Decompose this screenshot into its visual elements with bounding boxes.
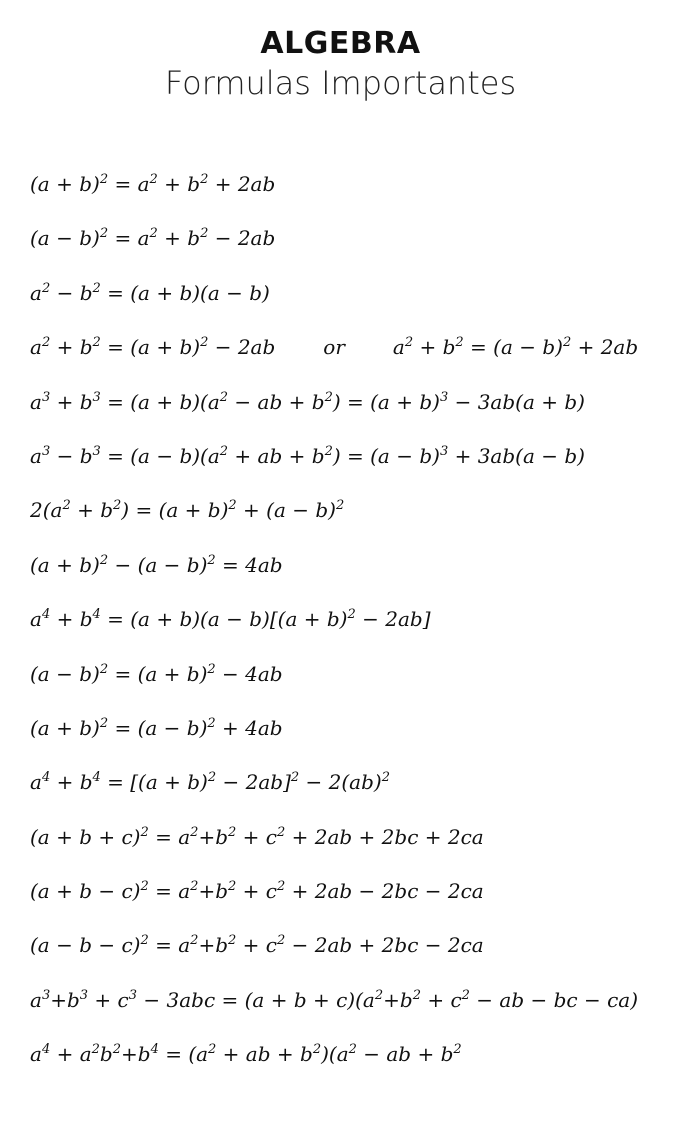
formula-line: $(a + b)^2 = a^2 + b^2 + 2ab$ bbox=[30, 172, 276, 196]
formula-line: $a^4 + b^4 = (a + b)(a - b)[(a + b)^2 - 2ab]$ bbox=[30, 607, 431, 632]
formula-line: $a^3+b^3 + c^3 - 3abc = (a + b + c)(a^2+b^2 + c^2$ − ab − bc − ca) bbox=[30, 987, 639, 1012]
formula-line: $(a - b - c)^2 = a^2+b^2 + c^2 - 2ab + 2bc - 2ca$ bbox=[30, 933, 484, 958]
page-title: ALGEBRA bbox=[260, 26, 421, 61]
formula-line: $2(a^2 + b^2) = (a + b)^2 + (a - b)^2$ bbox=[30, 498, 345, 523]
formula-line: $(a + b)^2 - (a - b)^2 = 4ab$ bbox=[30, 552, 283, 577]
formula-line: $(a + b - c)^2 = a^2+b^2 + c^2 + 2ab - 2bc - 2ca$ bbox=[30, 879, 484, 904]
formula-line: $a^2 - b^2 = (a + b)(a - b)$ bbox=[30, 280, 270, 305]
page-subtitle: Formulas Importantes bbox=[164, 64, 517, 102]
formula-line: $(a + b)^2 = (a - b)^2 + 4ab$ bbox=[30, 715, 283, 740]
formula-line: $a^3 + b^3 = (a + b)(a^2$ − ab + $b^2) = (a + b)^3 - 3ab(a + b)$ bbox=[30, 389, 585, 414]
formula-line: $a^4 + b^4 = [(a + b)^2 - 2ab]^2 - 2(ab)^2$ bbox=[30, 770, 390, 795]
formula-line: $(a - b)^2 = a^2 + b^2 - 2ab$ bbox=[30, 226, 276, 251]
formula-line: $(a + b + c)^2 = a^2+b^2 + c^2 + 2ab + 2bc + 2ca$ bbox=[30, 824, 484, 849]
formula-line: $(a - b)^2 = (a + b)^2 - 4ab$ bbox=[30, 661, 283, 686]
formula-list bbox=[30, 166, 670, 1091]
formula-line: $a^3 - b^3 = (a - b)(a^2$ + ab + $b^2) = (a - b)^3 + 3ab(a - b)$ bbox=[30, 443, 585, 468]
formula-line: $a^2 + b^2 = (a + b)^2 - 2ab$ or $a^2 + b^2 = (a - b)^2 + 2ab$ bbox=[30, 335, 639, 360]
formula-line: $a^4 + a^2b^2+b^4 = (a^2$ + ab + $b^2)(a^2$ − ab + $b^2$ bbox=[30, 1042, 462, 1067]
